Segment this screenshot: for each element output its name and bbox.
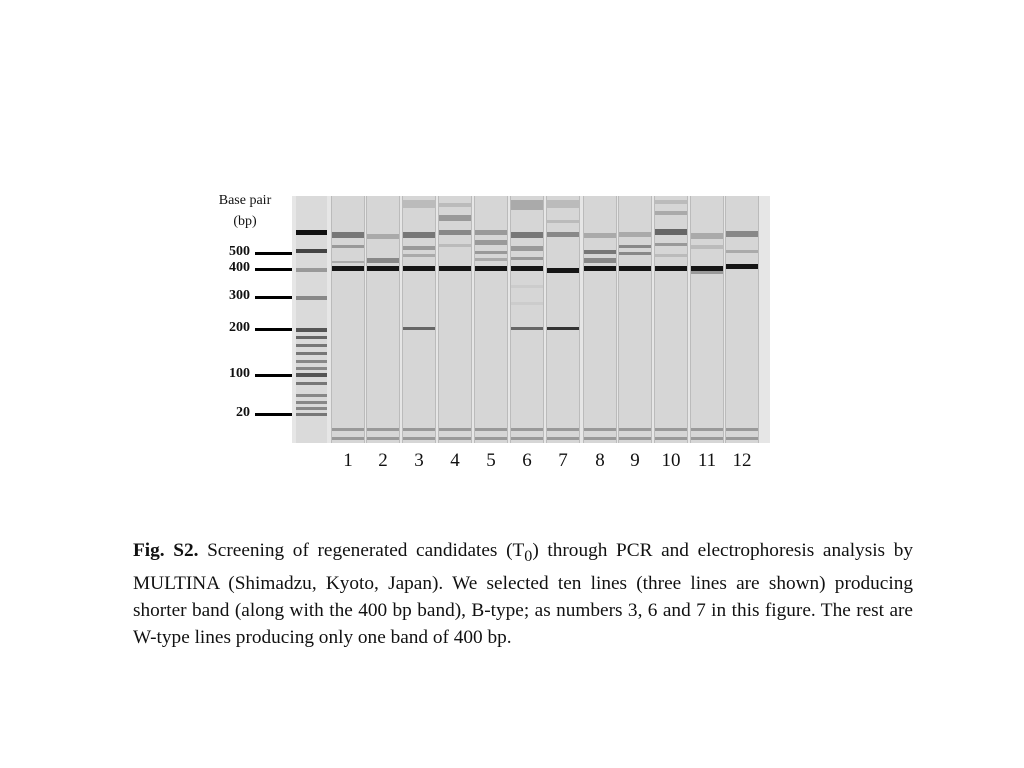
band xyxy=(439,244,471,247)
band xyxy=(296,373,327,377)
band xyxy=(296,249,327,253)
figure-caption xyxy=(133,537,913,651)
band xyxy=(655,229,687,235)
marker-line xyxy=(255,413,292,416)
band xyxy=(655,428,687,431)
band xyxy=(403,232,435,238)
band xyxy=(296,296,327,300)
band xyxy=(475,437,507,440)
lane-number: 1 xyxy=(343,450,353,471)
band xyxy=(511,200,543,210)
band xyxy=(619,245,651,248)
band xyxy=(332,428,364,431)
band xyxy=(691,428,723,431)
band xyxy=(296,382,327,385)
band xyxy=(511,246,543,251)
band xyxy=(547,232,579,237)
band xyxy=(439,437,471,440)
band xyxy=(547,220,579,223)
band xyxy=(547,200,579,208)
sample-lane xyxy=(546,196,580,443)
lane-number: 2 xyxy=(378,450,388,471)
band xyxy=(619,428,651,431)
band xyxy=(367,266,399,271)
band xyxy=(296,394,327,397)
band xyxy=(332,261,364,263)
band xyxy=(439,230,471,235)
band xyxy=(547,327,579,330)
band xyxy=(511,257,543,260)
band xyxy=(511,285,543,288)
band xyxy=(619,252,651,255)
band xyxy=(332,245,364,248)
sample-lane xyxy=(583,196,617,443)
band xyxy=(511,428,543,431)
sample-lane xyxy=(690,196,724,443)
band xyxy=(332,437,364,440)
band xyxy=(367,437,399,440)
lane-number: 12 xyxy=(732,450,752,471)
marker-label: 500 xyxy=(229,244,250,259)
band xyxy=(296,336,327,339)
lane-number: 9 xyxy=(630,450,640,471)
band xyxy=(511,232,543,238)
band xyxy=(584,233,616,238)
band xyxy=(511,327,543,330)
band xyxy=(296,407,327,410)
sample-lane xyxy=(402,196,436,443)
band xyxy=(584,428,616,431)
band xyxy=(584,258,616,263)
band xyxy=(475,251,507,254)
y-axis-label-line2: (bp) xyxy=(233,214,257,229)
gel-image xyxy=(292,196,770,443)
band xyxy=(367,428,399,431)
band xyxy=(403,246,435,250)
sample-lane xyxy=(438,196,472,443)
lane-number: 6 xyxy=(522,450,532,471)
caption-label: Fig. S2. xyxy=(133,540,199,561)
marker-line xyxy=(255,374,292,377)
band xyxy=(367,258,399,263)
band xyxy=(296,401,327,404)
band xyxy=(584,266,616,271)
band xyxy=(403,437,435,440)
marker-label: 20 xyxy=(236,405,250,420)
marker-line xyxy=(255,328,292,331)
band xyxy=(691,271,723,274)
lane-number: 4 xyxy=(450,450,460,471)
marker-label: 300 xyxy=(229,288,250,303)
band xyxy=(691,266,723,271)
band xyxy=(547,428,579,431)
lane-number: 3 xyxy=(414,450,424,471)
band xyxy=(726,250,758,253)
marker-label: 200 xyxy=(229,320,250,335)
caption-text-2: ) through PCR and electrophoresis analysis by MULTINA (Shimadzu, Kyoto, Japan). We selected ten lines (three lines are shown) producing shorter band (along with the 400 bp band), B-type; as numbers 3, 6 and 7 in this figure. The rest are W-type lines producing only one band of 400 bp. xyxy=(133,540,913,648)
lane-number: 11 xyxy=(697,450,717,471)
caption-text-1: Screening of regenerated candidates (T xyxy=(198,540,525,561)
band xyxy=(296,344,327,347)
band xyxy=(655,254,687,257)
sample-lane xyxy=(331,196,365,443)
sample-lane xyxy=(725,196,759,443)
sample-lane xyxy=(366,196,400,443)
caption-subscript: 0 xyxy=(524,547,533,565)
band xyxy=(403,254,435,257)
marker-line xyxy=(255,296,292,299)
band xyxy=(584,250,616,254)
sample-lane xyxy=(654,196,688,443)
band xyxy=(475,240,507,245)
band xyxy=(296,268,327,272)
band xyxy=(691,245,723,249)
marker-label: 100 xyxy=(229,366,250,381)
lane-number: 7 xyxy=(558,450,568,471)
band xyxy=(439,203,471,207)
lane-number: 5 xyxy=(486,450,496,471)
band xyxy=(403,428,435,431)
marker-label: 400 xyxy=(229,260,250,275)
band xyxy=(655,243,687,246)
band xyxy=(296,367,327,370)
sample-lane xyxy=(510,196,544,443)
band xyxy=(619,232,651,237)
band xyxy=(332,232,364,238)
band xyxy=(296,230,327,235)
band xyxy=(367,234,399,239)
band xyxy=(511,266,543,271)
band xyxy=(403,200,435,208)
band xyxy=(655,211,687,215)
band xyxy=(475,428,507,431)
band xyxy=(655,437,687,440)
sample-lane xyxy=(474,196,508,443)
lane-number: 8 xyxy=(595,450,605,471)
band xyxy=(691,233,723,239)
marker-line xyxy=(255,252,292,255)
sample-lane xyxy=(618,196,652,443)
band xyxy=(655,200,687,204)
band xyxy=(332,266,364,271)
band xyxy=(584,437,616,440)
lane-number: 10 xyxy=(661,450,681,471)
band xyxy=(475,266,507,271)
band xyxy=(655,266,687,271)
band xyxy=(726,231,758,237)
band xyxy=(296,352,327,355)
band xyxy=(403,327,435,330)
band xyxy=(547,437,579,440)
band xyxy=(726,428,758,431)
band xyxy=(619,266,651,271)
band xyxy=(439,266,471,271)
band xyxy=(439,428,471,431)
band xyxy=(619,437,651,440)
band xyxy=(511,302,543,305)
band xyxy=(726,264,758,269)
ladder-lane xyxy=(296,196,327,443)
marker-line xyxy=(255,268,292,271)
band xyxy=(296,328,327,332)
band xyxy=(296,413,327,416)
band xyxy=(475,230,507,235)
band xyxy=(403,266,435,271)
band xyxy=(511,437,543,440)
band xyxy=(726,437,758,440)
band xyxy=(547,268,579,273)
band xyxy=(439,215,471,221)
band xyxy=(475,258,507,261)
band xyxy=(296,360,327,363)
band xyxy=(691,437,723,440)
y-axis-label-line1: Base pair xyxy=(218,193,272,208)
